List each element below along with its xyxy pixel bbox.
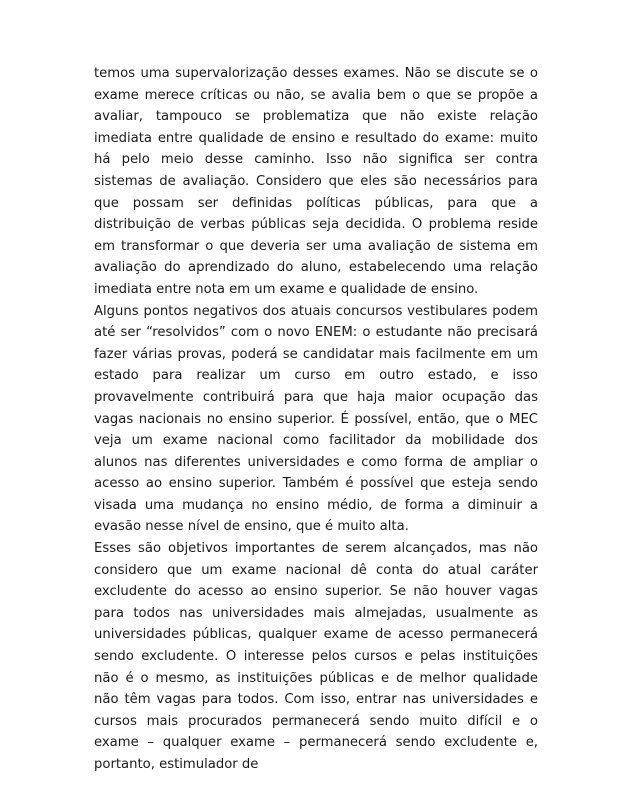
paragraph-1: temos uma supervalorização desses exames. Não se discute se o exame merece críticas ou não, se avalia bem o que se propõe a avaliar, tampouco se problematiza que não existe relação imediata entre qualidade de ensino e resultado do exame: muito há pelo meio desse caminho. Isso não significa ser contra sistemas de avaliação. Considero que eles são necessários para que possam ser definidas políticas públicas, para que a distribuição de verbas públicas seja decidida. O problema reside em transformar o que deveria ser uma avaliação de sistema em avaliação do aprendizado do aluno, estabelecendo uma relação imediata entre nota em um exame e qualidade de ensino. <box>94 66 538 297</box>
body-text <box>94 63 538 776</box>
paragraph-3: Esses são objetivos importantes de serem alcançados, mas não considero que um exame nacional dê conta do atual caráter excludente do acesso ao ensino superior. Se não houver vagas para todos nas universidades mais almejadas, usualmente as universidades públicas, qualquer exame de acesso permanecerá sendo excludente. O interesse pelos cursos e pelas instituições não é o mesmo, as instituições públicas e de melhor qualidade não têm vagas para todos. Com isso, entrar nas universidades e cursos mais procurados permanecerá sendo muito difícil e o exame – qualquer exame – permanecerá sendo excludente e, portanto, estimulador de <box>94 541 538 772</box>
paragraph-2: Alguns pontos negativos dos atuais concursos vestibulares podem até ser “resolvidos” com o novo ENEM: o estudante não precisará fazer várias provas, poderá se candidatar mais facilmente em um estado para realizar um curso em outro estado, e isso provavelmente contribuirá para que haja maior ocupação das vagas nacionais no ensino superior. É possível, então, que o MEC veja um exame nacional como facilitador da mobilidade dos alunos nas diferentes universidades e como forma de ampliar o acesso ao ensino superior. Também é possível que esteja sendo visada uma mudança no ensino médio, de forma a diminuir a evasão nesse nível de ensino, que é muito alta. <box>94 303 538 535</box>
